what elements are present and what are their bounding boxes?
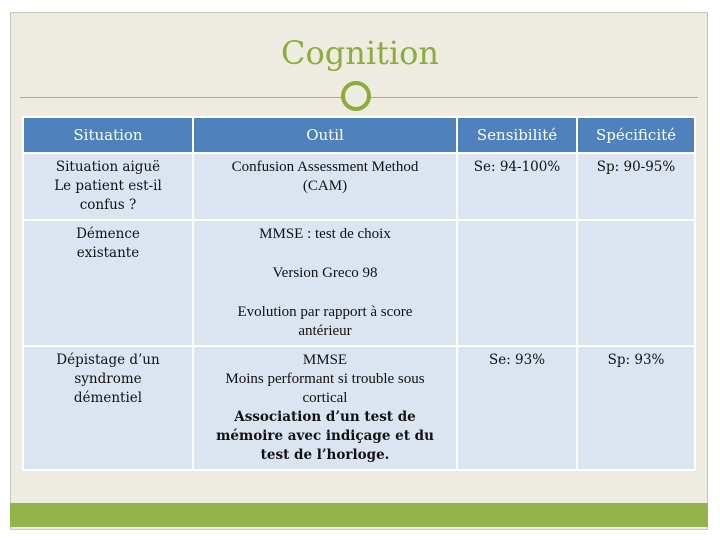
cell-text: (CAM) bbox=[302, 178, 348, 194]
cell-sensibilite: Se: 93% bbox=[457, 346, 577, 470]
cell-text: confus ? bbox=[79, 197, 137, 213]
cell-text: MMSE : test de choix bbox=[259, 226, 391, 242]
cell-text: Démence bbox=[76, 226, 140, 242]
title-circle-ornament bbox=[341, 81, 371, 111]
cell-text: Evolution par rapport à score bbox=[237, 304, 413, 320]
header-specificite: Spécificité bbox=[577, 117, 695, 153]
cell-text: cortical bbox=[302, 390, 348, 406]
footer-bar bbox=[10, 503, 708, 527]
cell-outil bbox=[193, 346, 457, 470]
cell-specificite: Sp: 93% bbox=[577, 346, 695, 470]
table-row bbox=[23, 153, 695, 220]
table-row bbox=[23, 220, 695, 346]
cell-text: Le patient est-il bbox=[54, 178, 162, 194]
cell-specificite: Sp: 90-95% bbox=[577, 153, 695, 220]
cell-outil bbox=[193, 220, 457, 346]
cell-sensibilite bbox=[457, 220, 577, 346]
cell-text: Moins performant si trouble sous bbox=[225, 371, 425, 387]
slide-title: Cognition bbox=[280, 34, 440, 72]
cell-situation bbox=[23, 220, 193, 346]
cell-text-bold: mémoire avec indiçage et du bbox=[216, 428, 434, 444]
table-row bbox=[23, 346, 695, 470]
cognition-table bbox=[22, 116, 696, 471]
cell-text: antérieur bbox=[298, 323, 352, 339]
cell-text: Dépistage d’un bbox=[56, 352, 160, 368]
cell-text: MMSE bbox=[302, 352, 348, 368]
cell-situation bbox=[23, 153, 193, 220]
cell-situation bbox=[23, 346, 193, 470]
cell-text-bold: test de l’horloge. bbox=[260, 447, 390, 463]
cell-specificite bbox=[577, 220, 695, 346]
spacer bbox=[198, 244, 452, 264]
cell-text: Confusion Assessment Method bbox=[231, 159, 419, 175]
cell-outil bbox=[193, 153, 457, 220]
cell-text: Version Greco 98 bbox=[272, 265, 378, 281]
table-header-row bbox=[23, 117, 695, 153]
cell-sensibilite: Se: 94-100% bbox=[457, 153, 577, 220]
header-situation: Situation bbox=[23, 117, 193, 153]
cell-text: Situation aiguë bbox=[55, 159, 161, 175]
header-sensibilite: Sensibilité bbox=[457, 117, 577, 153]
cell-text: existante bbox=[76, 245, 140, 261]
header-outil: Outil bbox=[193, 117, 457, 153]
cell-text: syndrome bbox=[74, 371, 142, 387]
spacer bbox=[198, 283, 452, 303]
cell-text-bold: Association d’un test de bbox=[234, 409, 416, 425]
cell-text: démentiel bbox=[73, 390, 143, 406]
